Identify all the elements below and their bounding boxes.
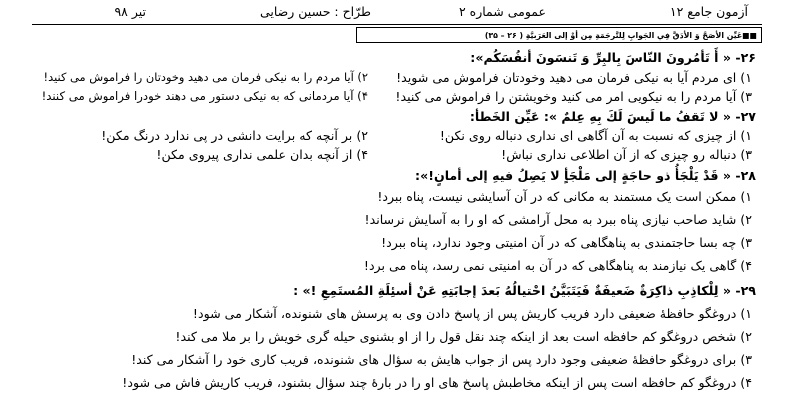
option-26-1[interactable]: ۱) ای مردم آیا به نیکی فرمان می دهید وخودتان فراموش می شوید! [396,70,752,85]
option-26-3[interactable]: ۳) آیا مردم را به نیکویی امر می کنید وخویشتن را فراموش می کنید! [395,89,752,104]
option-27-1[interactable]: ۱) از چیزی که نسبت به آن آگاهی ای نداری دنباله روی نکن! [439,128,752,143]
question-stem-27: ۲۷- « لا تَقفُ ما لَیسَ لَكَ بِهِ عِلمٌ »: عَیِّن الخَطأ: [469,109,756,124]
exam-header [32,4,756,22]
option-29-4[interactable]: ۴) دروغگو کم حافظه است پس از اینکه مخاطبش پاسخ های او را در بارهٔ چند سؤال بشنود، فریب کاریش فاش می شود! [122,375,752,390]
option-27-2[interactable]: ۲) بر آنچه که برایت دانشی در پی ندارد درنگ مکن! [101,128,368,143]
option-28-4[interactable]: ۴) گاهی یک نیازمند به پناهگاهی که در آن به امنیتی نمی رسد، پناه می برد! [363,258,752,273]
exam-subject: عمومی شماره ۲ [458,4,546,19]
option-29-3[interactable]: ۳) برای دروغگو حافظهٔ ضعیفی وجود دارد پس از جواب هایش به سؤال های شنونده، فریب کاری خود را آشکار می کند! [131,352,752,367]
option-26-2[interactable]: ۲) آیا مردم را به نیکی فرمان می دهید وخودتان را فراموش می کنید! [43,70,368,84]
option-29-2[interactable]: ۲) شخص دروغگو کم حافظه است بعد از اینکه چند نقل قول را از او بشنوی حیله گری خویش را بر ملا می کند! [175,329,752,344]
option-27-4[interactable]: ۴) از آنچه بدان علمی نداری پیروی مکن! [156,147,368,162]
question-stem-26: ۲۶- « أَ تَأمُرونَ النّاسَ بِالبِرِّ وَ تَنسَونَ أنفُسَكُم»: [470,50,756,65]
option-26-4[interactable]: ۴) آیا مردمانی که به نیکی دستور می دهند خودرا فراموش می کنند! [41,89,368,103]
option-29-1[interactable]: ۱) دروغگو حافظهٔ ضعیفی دارد فریب کاریش پس از پاسخ دادن وی به پرسش های شنونده، آشکار می شود! [192,306,752,321]
option-28-2[interactable]: ۲) شاید صاحب نیازی پناه ببرد به محل آرامشی که او را به آسایش نرساند! [364,212,752,227]
exam-month: تیر ۹۸ [114,4,146,19]
option-28-3[interactable]: ۳) چه بسا حاجتمندی به پناهگاهی که در آن امنیتی وجود ندارد، پناه ببرد! [381,235,752,250]
header-divider [32,24,762,25]
exam-designer: طرّاح : حسین رضایی [259,4,371,19]
option-27-3[interactable]: ۳) دنباله رو چیزی که از آن اطلاعی نداری نباش! [501,147,752,162]
exam-title: آزمون جامع ۱۲ [669,4,748,19]
option-28-1[interactable]: ۱) ممکن است یک مستمند به مکانی که در آن آسایشی نیست، پناه ببرد! [377,189,752,204]
section-instruction: ■■عَیِّن الأصَحَّ وَ الأدَقَّ فِي الجَوابِ لِلتَّرجَمَةِ مِن أوْ إلی العَرَبیَّةِ ( ۲۶ – ۳۵) [356,27,762,43]
question-stem-29: ۲۹- « لِلْكاذِبِ ذاكِرَةٌ ضَعیفَةٌ فَیَتَبَیَّنُ احْتیالُهُ بَعدَ إجابَتِهِ عَنْ أسئِلَةِ المُستَمِعِ !» : [293,283,756,298]
question-stem-28: ۲۸- « قَدْ یَلْجَأُ ذو حاجَةٍ إلی مَلْجَأٍ لا یَصِلُ فیهِ إلی أمانٍ!»: [415,168,756,183]
